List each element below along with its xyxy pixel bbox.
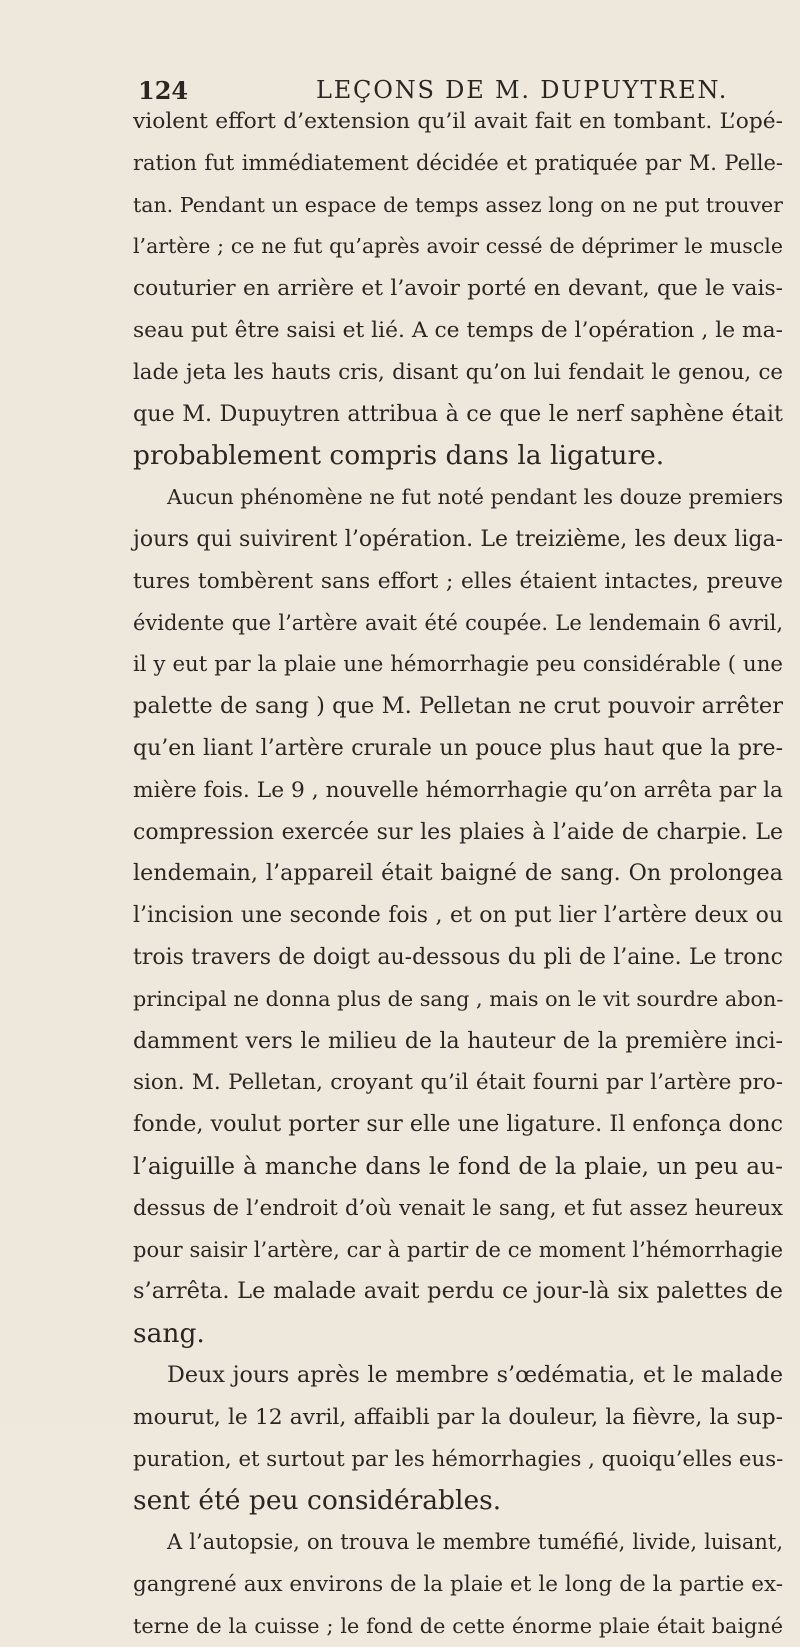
- text-line: mière fois. Le 9 , nouvelle hémorrhagie qu’on arrêta par la: [133, 777, 783, 803]
- text-line: puration, et surtout par les hémorrhagies , quoiqu’elles eus-: [133, 1446, 784, 1472]
- text-line: jours qui suivirent l’opération. Le treizième, les deux liga-: [133, 526, 783, 552]
- paragraph-end-line: probablement compris dans la ligature.: [133, 440, 665, 472]
- text-line: violent effort d’extension qu’il avait fait en tombant. L’opé-: [133, 109, 783, 134]
- running-head: LEÇONS DE M. DUPUYTREN.: [316, 76, 729, 104]
- text-line: que M. Dupuytren attribua à ce que le nerf saphène était: [133, 400, 783, 427]
- text-line: fonde, voulut porter sur elle une ligature. Il enfonça donc: [133, 1111, 783, 1138]
- text-line: lade jeta les hauts cris, disant qu’on lui fendait le genou, ce: [133, 359, 783, 385]
- text-line: ration fut immédiatement décidée et pratiquée par M. Pelle-: [133, 150, 783, 175]
- text-line: évidente que l’artère avait été coupée. Le lendemain 6 avril,: [133, 610, 783, 635]
- text-line: tan. Pendant un espace de temps assez long on ne put trouver: [133, 192, 783, 217]
- text-line: palette de sang ) que M. Pelletan ne crut pouvoir arrêter: [133, 693, 783, 720]
- text-line: compression exercée sur les plaies à l’aide de charpie. Le: [133, 819, 783, 845]
- text-line: pour saisir l’artère, car à partir de ce moment l’hémorrhagie: [133, 1237, 783, 1262]
- paragraph-start-line: Deux jours après le membre s’œdématia, et le malade: [167, 1361, 783, 1388]
- text-line: dessus de l’endroit d’où venait le sang, et fut assez heureux: [133, 1195, 783, 1221]
- text-line: principal ne donna plus de sang , mais on le vit sourdre abon-: [133, 986, 784, 1011]
- text-line: sion. M. Pelletan, croyant qu’il était fourni par l’artère pro-: [133, 1070, 783, 1096]
- body-text: [133, 101, 783, 1647]
- text-line: mourut, le 12 avril, affaibli par la douleur, la fièvre, la sup-: [133, 1404, 783, 1430]
- text-line: gangrené aux environs de la plaie et le long de la partie ex-: [133, 1571, 783, 1597]
- text-line: il y eut par la plaie une hémorrhagie peu considérable ( une: [133, 652, 783, 678]
- text-line: l’aiguille à manche dans le fond de la plaie, un peu au-: [133, 1152, 783, 1180]
- text-line: l’incision une seconde fois , et on put lier l’artère deux ou: [133, 903, 783, 929]
- page-number: 124: [138, 76, 189, 105]
- text-line: l’artère ; ce ne fut qu’après avoir cessé de déprimer le muscle: [133, 234, 783, 259]
- text-line: damment vers le milieu de la hauteur de la première inci-: [133, 1028, 783, 1054]
- paragraph-end-line: sent été peu considérables.: [133, 1485, 502, 1517]
- text-line: qu’en liant l’artère crurale un pouce plus haut que la pre-: [133, 735, 783, 761]
- text-line: lendemain, l’appareil était baigné de sang. On prolongea: [133, 860, 783, 887]
- paragraph-end-line: sang.: [133, 1318, 205, 1350]
- text-line: s’arrêta. Le malade avait perdu ce jour-là six palettes de: [133, 1278, 783, 1305]
- text-line: seau put être saisi et lié. A ce temps de l’opération , le ma-: [133, 317, 783, 343]
- paragraph-start-line: A l’autopsie, on trouva le membre tuméfié, livide, luisant,: [167, 1530, 783, 1555]
- text-line: couturier en arrière et l’avoir porté en devant, que le vais-: [133, 276, 783, 302]
- text-line: trois travers de doigt au-dessous du pli de l’aine. Le tronc: [133, 944, 783, 970]
- paragraph-start-line: Aucun phénomène ne fut noté pendant les douze premiers: [167, 485, 784, 510]
- text-line: tures tombèrent sans effort ; elles étaient intactes, preuve: [133, 568, 783, 594]
- text-line: terne de la cuisse ; le fond de cette énorme plaie était baigné: [133, 1613, 783, 1638]
